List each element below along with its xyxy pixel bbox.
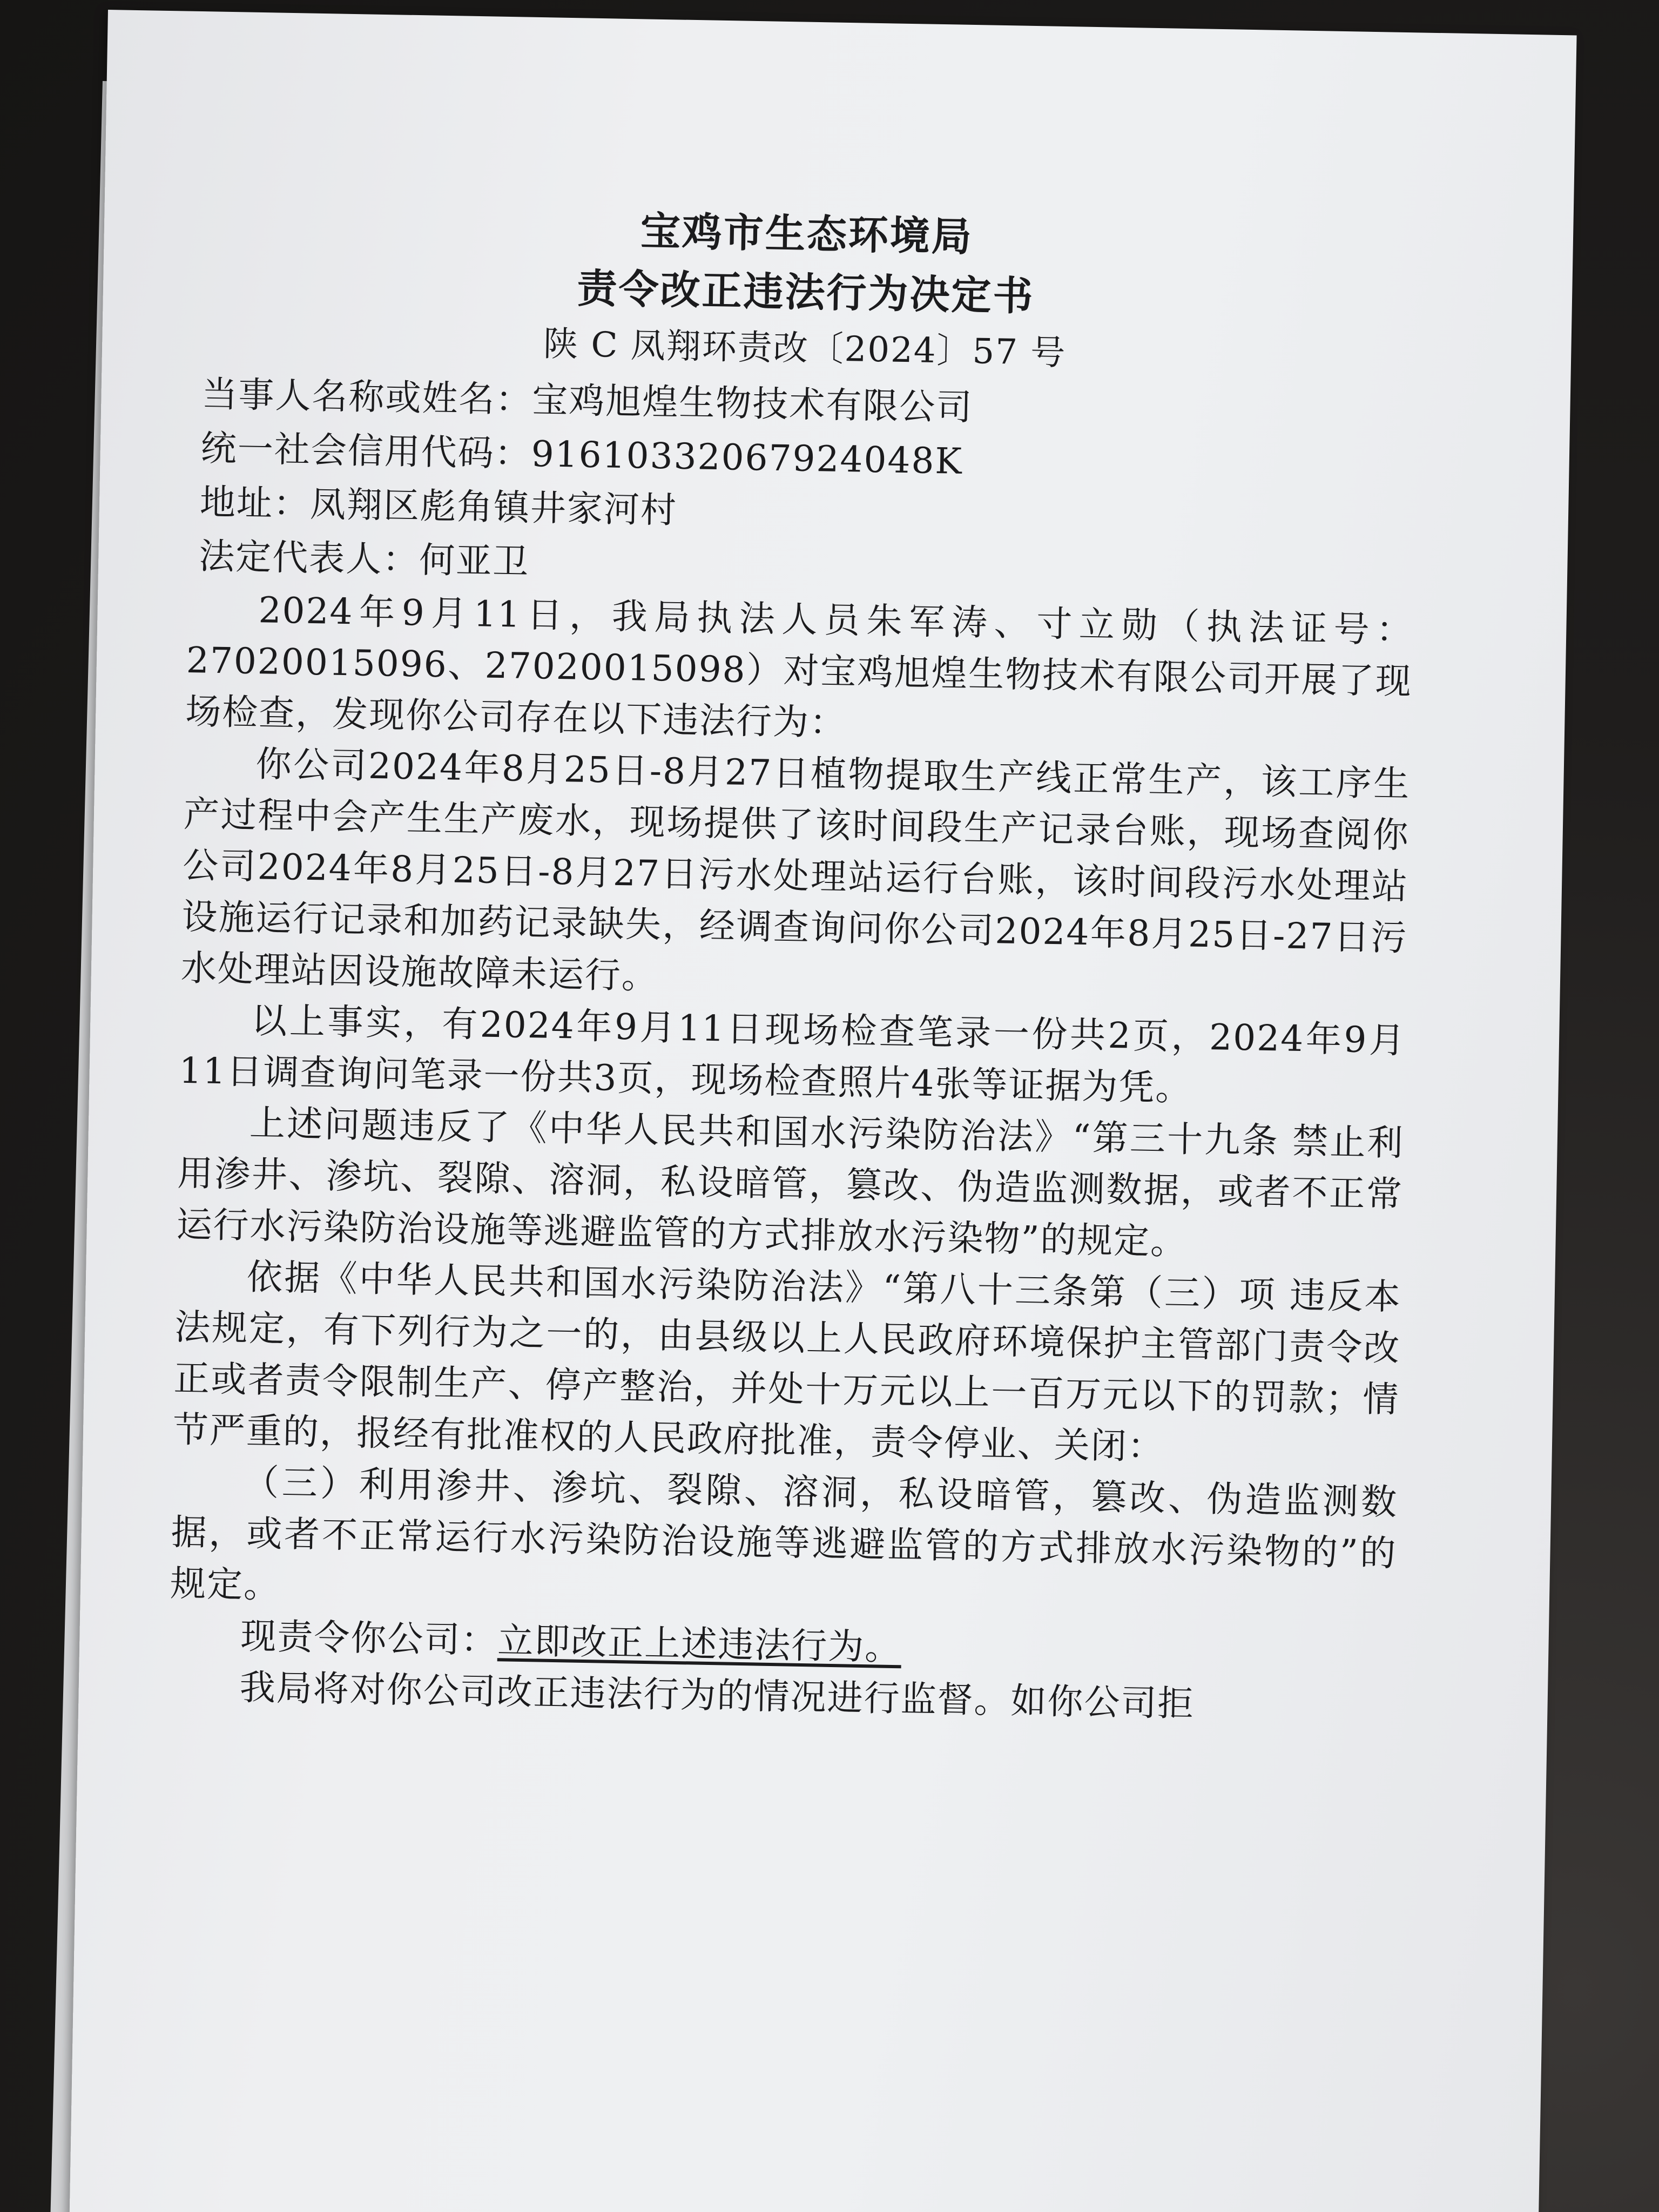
paragraph-evidence: 以上事实，有2024年9月11日现场检查笔录一份共2页，2024年9月11日调查询问笔录一份共3页，现场检查照片4张等证据为凭。 [179,1000,1406,1109]
document-body [168,194,1420,1733]
legal-rep-label: 法定代表人： [198,535,420,581]
paragraph-law-violated: 上述问题违反了《中华人民共和国水污染防治法》“第三十九条 禁止利用渗井、渗坑、裂隙、溶洞，私设暗管，篡改、伪造监测数据，或者不正常运行水污染防治设施等逃避监管的方式排放水污染物”的规定。 [176,1102,1405,1263]
address-label: 地址： [199,481,311,525]
paragraph-legal-basis: 依据《中华人民共和国水污染防治法》“第八十三条第（三）项 违反本法规定，有下列行为之一的，由县级以上人民政府环境保护主管部门责令改正或者责令限制生产、停产整治，并处十万元以上一百万元以下的罚款；情节严重的，报经有批准权的人民政府批准，责令停业、关闭： [172,1256,1402,1468]
document-title: 责令改正违法行为决定书 [576,265,1035,320]
order-value: 立即改正上述违法行为。 [497,1620,902,1669]
paragraph-supervision: 我局将对你公司改正违法行为的情况进行监督。如你公司拒 [239,1666,1195,1725]
paragraph-inspection: 2024年9月11日，我局执法人员朱军涛、寸立勋（执法证号：27020015096、27020015098）对宝鸡旭煌生物技术有限公司开展了现场检查，发现你公司存在以下违法行为： [185,589,1413,744]
document-number: 陕 C 凤翔环责改〔2024〕57 号 [543,324,1067,374]
agency-name: 宝鸡市生态环境局 [640,208,974,261]
address-value: 凤翔区彪角镇井家河村 [309,483,678,531]
credit-code-label: 统一社会信用代码： [200,427,532,475]
party-name-value: 宝鸡旭煌生物技术有限公司 [531,379,974,429]
credit-code-value: 91610332067924048K [531,433,963,482]
party-name-label: 当事人名称或姓名： [201,373,533,421]
legal-rep-value: 何亚卫 [419,539,530,583]
paragraph-clause-three: （三）利用渗井、渗坑、裂隙、溶洞，私设暗管，篡改、伪造监测数据，或者不正常运行水污染防治设施等逃避监管的方式排放水污染物的”的规定。 [170,1461,1398,1607]
order-label: 现责令你公司： [240,1615,498,1662]
paragraph-violation-facts: 你公司2024年8月25日-8月27日植物提取生产线正常生产，该工序生产过程中会产生生产废水，现场提供了该时间段生产记录台账，现场查阅你公司2024年8月25日-8月27日污水处理站运行台账，该时间段污水处理站设施运行记录和加药记录缺失，经调查询问你公司2024年8月25日-27日污水处理站因设施故障未运行。 [180,743,1411,997]
